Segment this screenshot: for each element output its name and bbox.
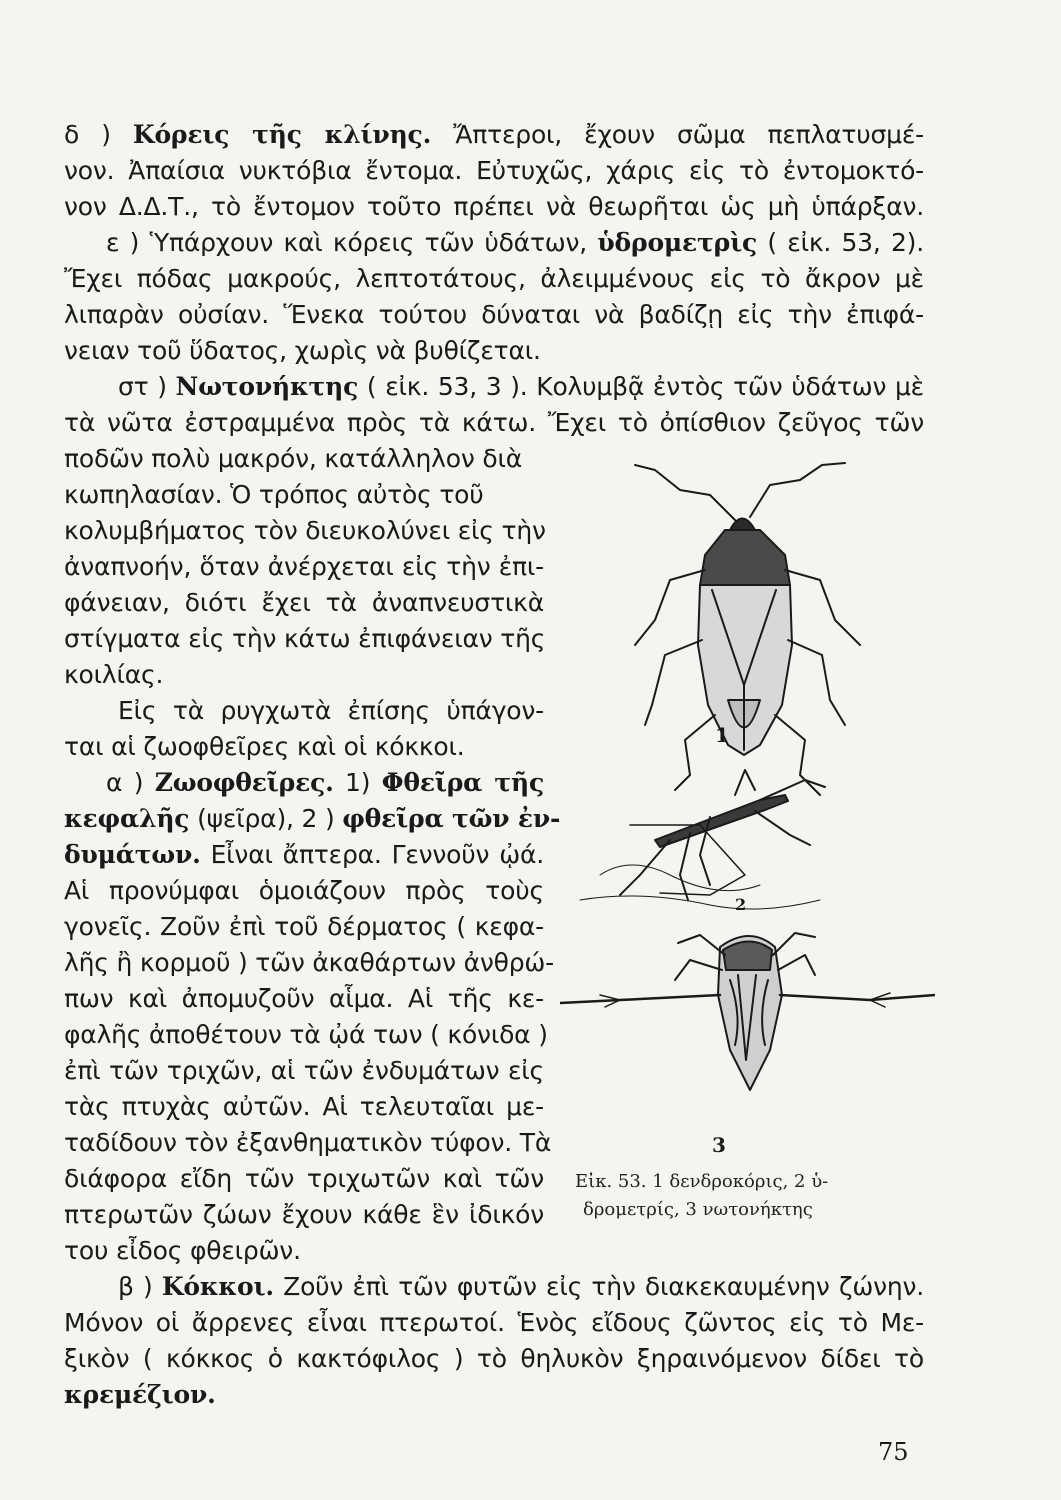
- text-line: νον Δ.Δ.Τ., τὸ ἔντομον τοῦτο πρέπει νὰ θεωρῆται ὡς μὴ ὑπάρξαν.: [64, 192, 924, 221]
- text-line: νον. Ἀπαίσια νυκτόβια ἔντομα. Εὐτυχῶς, χάρις εἰς τὸ ἐντομοκτό-: [64, 156, 924, 185]
- backswimmer-drawing: [560, 933, 935, 1090]
- figure-label-3: 3: [712, 1133, 726, 1157]
- text-line: τὰς πτυχὰς αὐτῶν. Αἱ τελευταῖαι με-: [64, 1092, 544, 1121]
- text-line: κρεμέζιον.: [64, 1380, 216, 1409]
- text-line: ε ) Ὑπάρχουν καὶ κόρεις τῶν ὑδάτων, ὑδρομετρὶς ( εἰκ. 53, 2).: [106, 228, 924, 257]
- insect-illustrations: [560, 455, 935, 1175]
- text-line: διάφορα εἴδη τῶν τριχωτῶν καὶ τῶν: [64, 1164, 544, 1193]
- text-line: κεφαλῆς (ψεῖρα), 2 ) φθεῖρα τῶν ἐν-: [64, 804, 561, 833]
- text-line: δυμάτων. Εἶναι ἄπτερα. Γεννοῦν ᾠά.: [64, 840, 544, 869]
- text-line: ἀναπνοήν, ὅταν ἀνέρχεται εἰς τὴν ἐπι-: [64, 552, 544, 581]
- text-line: ται αἱ ζωοφθεῖρες καὶ οἱ κόκκοι.: [64, 732, 465, 761]
- text-line: ποδῶν πολὺ μακρόν, κατάλληλον διὰ: [64, 444, 522, 473]
- text-line: β ) Κόκκοι. Ζοῦν ἐπὶ τῶν φυτῶν εἰς τὴν διακεκαυμένην ζώνην.: [118, 1272, 924, 1301]
- page-number: 75: [878, 1438, 909, 1466]
- tree-bug-drawing: [635, 463, 860, 795]
- text-line: κωπηλασίαν. Ὁ τρόπος αὐτὸς τοῦ: [64, 480, 484, 509]
- figure-label-1: 1: [715, 723, 729, 747]
- text-line: στίγματα εἰς τὴν κάτω ἐπιφάνειαν τῆς: [64, 624, 546, 653]
- text-line: κολυμβήματος τὸν διευκολύνει εἰς τὴν: [64, 516, 546, 545]
- text-line: νειαν τοῦ ὕδατος, χωρὶς νὰ βυθίζεται.: [64, 336, 541, 365]
- water-strider-drawing: [580, 770, 825, 909]
- text-line: Ἔχει πόδας μακρούς, λεπτοτάτους, ἀλειμμένους εἰς τὸ ἄκρον μὲ: [64, 264, 924, 293]
- figure-53: [560, 455, 935, 1175]
- text-line: ξικὸν ( κόκκος ὁ κακτόφιλος ) τὸ θηλυκὸν ξηραινόμενον δίδει τὸ: [64, 1344, 924, 1373]
- text-line: ταδίδουν τὸν ἐξανθηματικὸν τύφον. Τὰ: [64, 1128, 552, 1157]
- text-line: του εἶδος φθειρῶν.: [64, 1236, 301, 1265]
- text-line: πων καὶ ἀπομυζοῦν αἷμα. Αἱ τῆς κε-: [64, 984, 544, 1013]
- text-line: λῆς ἢ κορμοῦ ) τῶν ἀκαθάρτων ἀνθρώ-: [64, 948, 554, 977]
- text-line: γονεῖς. Ζοῦν ἐπὶ τοῦ δέρματος ( κεφα-: [64, 912, 544, 941]
- figure-caption: Εἰκ. 53. 1 δενδροκόρις, 2 ὑ- δρομετρίς, 3 νωτονήκτης: [575, 1171, 829, 1220]
- text-line: λιπαρὰν οὐσίαν. Ἕνεκα τούτου δύναται νὰ βαδίζῃ εἰς τὴν ἐπιφά-: [64, 300, 924, 329]
- text-line: Αἱ προνύμφαι ὁμοιάζουν πρὸς τοὺς: [64, 876, 544, 905]
- text-line: τὰ νῶτα ἐστραμμένα πρὸς τὰ κάτω. Ἔχει τὸ ὀπίσθιον ζεῦγος τῶν: [64, 408, 924, 437]
- text-line: στ ) Νωτονήκτης ( εἰκ. 53, 3 ). Κολυμβᾷ ἐντὸς τῶν ὑδάτων μὲ: [118, 372, 924, 401]
- text-line: Μόνον οἱ ἄρρενες εἶναι πτερωτοί. Ἑνὸς εἴδους ζῶντος εἰς τὸ Με-: [64, 1308, 924, 1337]
- text-line: Εἰς τὰ ρυγχωτὰ ἐπίσης ὑπάγον-: [118, 696, 544, 725]
- text-line: κοιλίας.: [64, 660, 164, 689]
- text-line: ἐπὶ τῶν τριχῶν, αἱ τῶν ἐνδυμάτων εἰς: [64, 1056, 544, 1085]
- text-line: φαλῆς ἀποθέτουν τὰ ᾠά των ( κόνιδα ): [64, 1020, 548, 1049]
- text-line: α ) Ζωοφθεῖρες. 1) Φθεῖρα τῆς: [106, 768, 544, 797]
- text-line: δ ) Κόρεις τῆς κλίνης. Ἄπτεροι, ἔχουν σῶμα πεπλατυσμέ-: [64, 120, 924, 149]
- text-line: πτερωτῶν ζώων ἔχουν κάθε ἓν ἰδικόν: [64, 1200, 544, 1229]
- text-line: φάνειαν, διότι ἔχει τὰ ἀναπνευστικὰ: [64, 588, 544, 617]
- figure-label-2: 2: [735, 895, 747, 914]
